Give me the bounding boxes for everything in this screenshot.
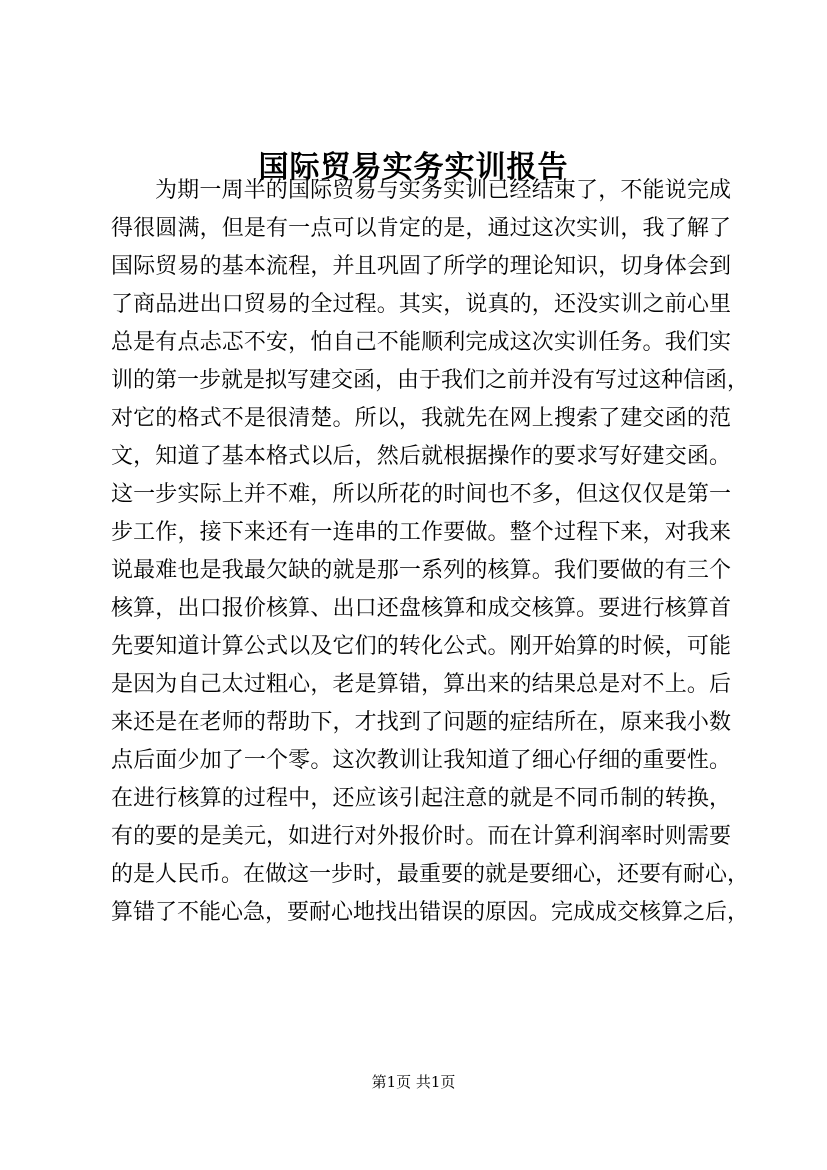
body-line: 训的第一步就是拟写建交函，由于我们之前并没有写过这种信函， <box>111 368 750 393</box>
body-line: 这一步实际上并不难，所以所花的时间也不多，但这仅仅是第一 <box>111 482 731 507</box>
body-line: 了商品进出口贸易的全过程。其实，说真的，还没实训之前心里 <box>111 292 731 317</box>
body-line: 总是有点忐忑不安，怕自己不能顺利完成这次实训任务。我们实 <box>111 330 731 355</box>
body-line: 算错了不能心急，要耐心地找出错误的原因。完成成交核算之后， <box>111 900 750 925</box>
page-footer: 第1页 共1页 <box>371 1073 456 1091</box>
body-line: 核算，出口报价核算、出口还盘核算和成交核算。要进行核算首 <box>111 596 731 621</box>
document-body <box>111 172 750 932</box>
body-line: 得很圆满，但是有一点可以肯定的是，通过这次实训，我了解了 <box>111 216 731 241</box>
body-line: 来还是在老师的帮助下，才找到了问题的症结所在，原来我小数 <box>111 710 731 735</box>
body-line: 的是人民币。在做这一步时，最重要的就是要细心，还要有耐心， <box>111 862 750 887</box>
body-line: 说最难也是我最欠缺的就是那一系列的核算。我们要做的有三个 <box>111 558 731 583</box>
body-line: 对它的格式不是很清楚。所以，我就先在网上搜索了建交函的范 <box>111 406 731 431</box>
body-line: 国际贸易的基本流程，并且巩固了所学的理论知识，切身体会到 <box>111 254 731 279</box>
body-line: 步工作，接下来还有一连串的工作要做。整个过程下来，对我来 <box>111 520 731 545</box>
body-line: 有的要的是美元，如进行对外报价时。而在计算利润率时则需要 <box>111 824 731 849</box>
body-line: 点后面少加了一个零。这次教训让我知道了细心仔细的重要性。 <box>111 748 731 773</box>
body-line: 文，知道了基本格式以后，然后就根据操作的要求写好建交函。 <box>111 444 731 469</box>
body-line: 为期一周半的国际贸易与实务实训已经结束了，不能说完成 <box>155 178 731 203</box>
body-line: 是因为自己太过粗心，老是算错，算出来的结果总是对不上。后 <box>111 672 731 697</box>
document-title: 国际贸易实务实训报告 <box>258 150 569 185</box>
body-line: 先要知道计算公式以及它们的转化公式。刚开始算的时候，可能 <box>111 634 731 659</box>
body-line: 在进行核算的过程中，还应该引起注意的就是不同币制的转换， <box>111 786 731 811</box>
